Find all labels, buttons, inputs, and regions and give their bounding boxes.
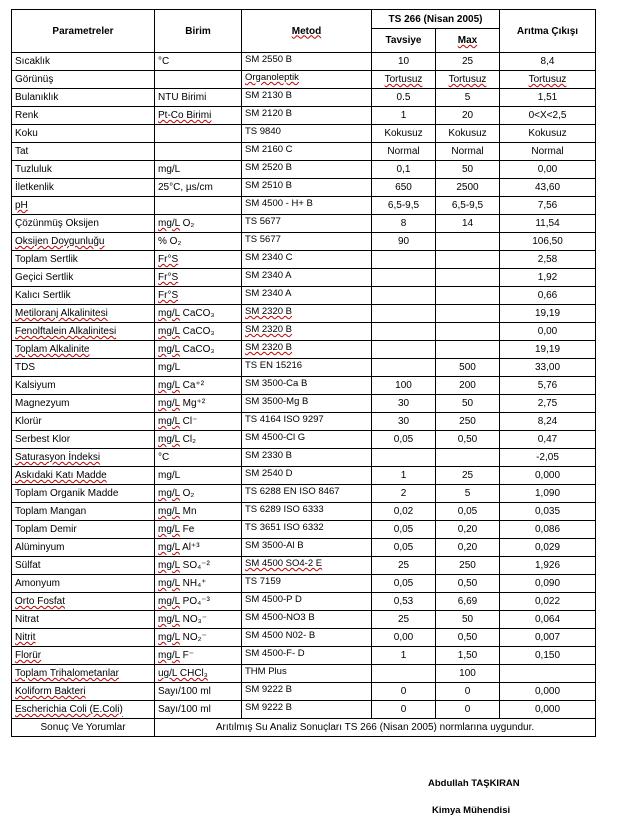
cell-method: SM 2510 B — [242, 179, 372, 197]
cell-unit: mg/L Al⁺³ — [155, 539, 242, 557]
cell-recommended — [372, 251, 436, 269]
cell-unit: mg/L O₂ — [155, 485, 242, 503]
cell-parameter: Tat — [12, 143, 155, 161]
table-row — [12, 701, 596, 719]
cell-unit: mg/L Cl⁻ — [155, 413, 242, 431]
cell-method: SM 4500-F- D — [242, 647, 372, 665]
cell-recommended — [372, 305, 436, 323]
table-row — [12, 521, 596, 539]
table-row — [12, 449, 596, 467]
cell-max: 0,20 — [436, 521, 500, 539]
cell-unit — [155, 125, 242, 143]
cell-output: 2,58 — [500, 251, 596, 269]
cell-output: 5,76 — [500, 377, 596, 395]
table-row — [12, 485, 596, 503]
cell-recommended: 25 — [372, 611, 436, 629]
cell-parameter: Toplam Demir — [12, 521, 155, 539]
cell-parameter: Florür — [12, 647, 155, 665]
cell-output: 0,150 — [500, 647, 596, 665]
cell-method: SM 2340 A — [242, 287, 372, 305]
cell-method: SM 2330 B — [242, 449, 372, 467]
cell-method: TS 6289 ISO 6333 — [242, 503, 372, 521]
cell-max: Kokusuz — [436, 125, 500, 143]
cell-parameter: Saturasyon İndeksi — [12, 449, 155, 467]
cell-output: 0,035 — [500, 503, 596, 521]
cell-method: SM 3500-Ca B — [242, 377, 372, 395]
cell-unit: ug/L CHCl₃ — [155, 665, 242, 683]
cell-unit: mg/L CaCO₃ — [155, 341, 242, 359]
table-row — [12, 125, 596, 143]
cell-output: 19,19 — [500, 305, 596, 323]
cell-unit: mg/L CaCO₃ — [155, 323, 242, 341]
cell-method: SM 2340 C — [242, 251, 372, 269]
cell-max: 50 — [436, 161, 500, 179]
table-row — [12, 179, 596, 197]
cell-max: 6,69 — [436, 593, 500, 611]
cell-unit: mg/L — [155, 161, 242, 179]
cell-unit: 25°C, µs/cm — [155, 179, 242, 197]
cell-max — [436, 269, 500, 287]
cell-parameter: Nitrit — [12, 629, 155, 647]
cell-unit: mg/L F⁻ — [155, 647, 242, 665]
cell-unit: Fr°S — [155, 287, 242, 305]
cell-output: 0,000 — [500, 467, 596, 485]
cell-parameter: Renk — [12, 107, 155, 125]
cell-recommended: 1 — [372, 647, 436, 665]
cell-max: 5 — [436, 89, 500, 107]
cell-parameter: Orto Fosfat — [12, 593, 155, 611]
cell-recommended: 650 — [372, 179, 436, 197]
cell-max: 0,50 — [436, 629, 500, 647]
cell-method: SM 4500-Cl G — [242, 431, 372, 449]
cell-output: 0,000 — [500, 701, 596, 719]
table-row — [12, 413, 596, 431]
cell-unit: mg/L Ca⁺² — [155, 377, 242, 395]
cell-recommended: 2 — [372, 485, 436, 503]
cell-recommended: 0.5 — [372, 89, 436, 107]
cell-recommended — [372, 665, 436, 683]
cell-output: 0,00 — [500, 323, 596, 341]
cell-max: 5 — [436, 485, 500, 503]
cell-max: 6,5-9,5 — [436, 197, 500, 215]
footer-label: Sonuç Ve Yorumlar — [12, 719, 155, 737]
cell-recommended: 6,5-9,5 — [372, 197, 436, 215]
header-max: Max — [436, 29, 500, 53]
cell-recommended: 25 — [372, 557, 436, 575]
cell-parameter: Kalıcı Sertlik — [12, 287, 155, 305]
cell-parameter: Metiloranj Alkalinitesi — [12, 305, 155, 323]
cell-method: SM 2320 B — [242, 341, 372, 359]
cell-parameter: Koliform Bakteri — [12, 683, 155, 701]
cell-max: Tortusuz — [436, 71, 500, 89]
cell-unit: °C — [155, 53, 242, 71]
table-row — [12, 143, 596, 161]
cell-unit: NTU Birimi — [155, 89, 242, 107]
cell-method: TS 6288 EN ISO 8467 — [242, 485, 372, 503]
cell-output: 1,926 — [500, 557, 596, 575]
cell-recommended: 30 — [372, 395, 436, 413]
cell-unit: mg/L — [155, 359, 242, 377]
cell-max: 2500 — [436, 179, 500, 197]
cell-method: TS 5677 — [242, 233, 372, 251]
cell-recommended: 10 — [372, 53, 436, 71]
cell-max: 20 — [436, 107, 500, 125]
cell-output: 1,51 — [500, 89, 596, 107]
cell-max: 250 — [436, 557, 500, 575]
table-row — [12, 611, 596, 629]
header-standard: TS 266 (Nisan 2005) — [372, 10, 500, 29]
cell-output: 0,66 — [500, 287, 596, 305]
cell-unit: mg/L Mg⁺² — [155, 395, 242, 413]
cell-parameter: Toplam Alkalinite — [12, 341, 155, 359]
cell-method: TS 4164 ISO 9297 — [242, 413, 372, 431]
cell-output: 0,00 — [500, 161, 596, 179]
cell-recommended — [372, 341, 436, 359]
cell-recommended — [372, 359, 436, 377]
cell-unit: °C — [155, 449, 242, 467]
cell-parameter: Escherichia Coli (E.Coli) — [12, 701, 155, 719]
cell-parameter: Magnezyum — [12, 395, 155, 413]
cell-unit: mg/L PO₄⁻³ — [155, 593, 242, 611]
cell-unit: Pt-Co Birimi — [155, 107, 242, 125]
cell-parameter: Çözünmüş Oksijen — [12, 215, 155, 233]
cell-method: SM 2160 C — [242, 143, 372, 161]
cell-recommended — [372, 323, 436, 341]
cell-parameter: Toplam Sertlik — [12, 251, 155, 269]
cell-method: SM 3500-Al B — [242, 539, 372, 557]
cell-max: 25 — [436, 467, 500, 485]
signature-title: Kimya Mühendisi — [432, 805, 511, 816]
cell-parameter: Alüminyum — [12, 539, 155, 557]
header-unit: Birim — [155, 10, 242, 53]
table-row — [12, 251, 596, 269]
cell-unit: mg/L NO₂⁻ — [155, 629, 242, 647]
table-row — [12, 539, 596, 557]
cell-parameter: Fenolftalein Alkalinitesi — [12, 323, 155, 341]
cell-method: THM Plus — [242, 665, 372, 683]
cell-parameter: Tuzluluk — [12, 161, 155, 179]
cell-method: TS 9840 — [242, 125, 372, 143]
table-row — [12, 269, 596, 287]
cell-method: SM 3500-Mg B — [242, 395, 372, 413]
cell-output — [500, 665, 596, 683]
cell-unit: Fr°S — [155, 269, 242, 287]
cell-output: 0,022 — [500, 593, 596, 611]
cell-method: SM 2120 B — [242, 107, 372, 125]
cell-unit: Sayı/100 ml — [155, 683, 242, 701]
cell-max: 50 — [436, 611, 500, 629]
footer-text: Arıtılmış Su Analiz Sonuçları TS 266 (Nisan 2005) normlarına uygundur. — [155, 719, 596, 737]
cell-output: 0,029 — [500, 539, 596, 557]
table-row — [12, 341, 596, 359]
table-row — [12, 629, 596, 647]
cell-recommended: 0,05 — [372, 575, 436, 593]
cell-method: SM 2520 B — [242, 161, 372, 179]
cell-recommended: Tortusuz — [372, 71, 436, 89]
table-row — [12, 503, 596, 521]
cell-output: 0<X<2,5 — [500, 107, 596, 125]
table-row — [12, 215, 596, 233]
cell-parameter: Bulanıklık — [12, 89, 155, 107]
cell-max: 0,20 — [436, 539, 500, 557]
cell-recommended: 90 — [372, 233, 436, 251]
cell-unit: mg/L NO₃⁻ — [155, 611, 242, 629]
cell-unit: mg/L Cl₂ — [155, 431, 242, 449]
cell-method: SM 4500 N02- B — [242, 629, 372, 647]
cell-output: -2,05 — [500, 449, 596, 467]
cell-max: 50 — [436, 395, 500, 413]
cell-recommended: 0,05 — [372, 521, 436, 539]
cell-max — [436, 305, 500, 323]
header-method: Metod — [242, 10, 372, 53]
cell-max: 1,50 — [436, 647, 500, 665]
cell-output: 43,60 — [500, 179, 596, 197]
table-row — [12, 431, 596, 449]
cell-parameter: Toplam Mangan — [12, 503, 155, 521]
cell-max: 200 — [436, 377, 500, 395]
cell-max — [436, 341, 500, 359]
cell-output: 0,086 — [500, 521, 596, 539]
cell-recommended — [372, 269, 436, 287]
cell-max: 0,05 — [436, 503, 500, 521]
cell-recommended: Kokusuz — [372, 125, 436, 143]
table-row — [12, 197, 596, 215]
header-row-1 — [12, 10, 596, 29]
cell-parameter: Sülfat — [12, 557, 155, 575]
table-row — [12, 377, 596, 395]
cell-recommended: 0,00 — [372, 629, 436, 647]
cell-output: 1,92 — [500, 269, 596, 287]
signature-name: Abdullah TAŞKIRAN — [428, 778, 520, 789]
cell-max — [436, 251, 500, 269]
table-row — [12, 233, 596, 251]
cell-output: 2,75 — [500, 395, 596, 413]
table-row — [12, 575, 596, 593]
table-row — [12, 683, 596, 701]
cell-parameter: Görünüş — [12, 71, 155, 89]
cell-unit — [155, 143, 242, 161]
cell-method: TS 5677 — [242, 215, 372, 233]
cell-recommended: 0,53 — [372, 593, 436, 611]
cell-method: TS EN 15216 — [242, 359, 372, 377]
table-row — [12, 161, 596, 179]
cell-method: SM 2550 B — [242, 53, 372, 71]
cell-method: SM 4500 SO4-2 E — [242, 557, 372, 575]
cell-max: 0 — [436, 701, 500, 719]
cell-parameter: Oksijen Doygunluğu — [12, 233, 155, 251]
cell-unit — [155, 71, 242, 89]
cell-recommended: 0,1 — [372, 161, 436, 179]
cell-max: 500 — [436, 359, 500, 377]
cell-parameter: Nitrat — [12, 611, 155, 629]
cell-output: Normal — [500, 143, 596, 161]
cell-output: 0,000 — [500, 683, 596, 701]
cell-parameter: Sıcaklık — [12, 53, 155, 71]
cell-unit: mg/L O₂ — [155, 215, 242, 233]
cell-unit: mg/L — [155, 467, 242, 485]
cell-max: 250 — [436, 413, 500, 431]
cell-method: SM 2320 B — [242, 323, 372, 341]
cell-method: SM 2320 B — [242, 305, 372, 323]
cell-max: 0,50 — [436, 575, 500, 593]
cell-output: 0,007 — [500, 629, 596, 647]
cell-output: 0,47 — [500, 431, 596, 449]
table-row — [12, 665, 596, 683]
cell-recommended: 1 — [372, 467, 436, 485]
cell-recommended: 0 — [372, 683, 436, 701]
table-row — [12, 287, 596, 305]
table-row — [12, 107, 596, 125]
cell-output: 106,50 — [500, 233, 596, 251]
cell-max — [436, 287, 500, 305]
cell-parameter: Askıdaki Katı Madde — [12, 467, 155, 485]
cell-output: Kokusuz — [500, 125, 596, 143]
cell-recommended: 30 — [372, 413, 436, 431]
cell-recommended: 0,05 — [372, 431, 436, 449]
cell-parameter: Kalsiyum — [12, 377, 155, 395]
cell-max — [436, 233, 500, 251]
cell-unit: mg/L Mn — [155, 503, 242, 521]
cell-parameter: Koku — [12, 125, 155, 143]
analysis-table — [11, 9, 596, 737]
cell-method: TS 7159 — [242, 575, 372, 593]
cell-recommended: 8 — [372, 215, 436, 233]
cell-max: 25 — [436, 53, 500, 71]
cell-max: 0 — [436, 683, 500, 701]
footer-row — [12, 719, 596, 737]
cell-max — [436, 449, 500, 467]
header-recommended: Tavsiye — [372, 29, 436, 53]
cell-max: 14 — [436, 215, 500, 233]
table-row — [12, 53, 596, 71]
cell-recommended: Normal — [372, 143, 436, 161]
cell-max: 0,50 — [436, 431, 500, 449]
cell-unit: % O₂ — [155, 233, 242, 251]
header-output: Arıtma Çıkışı — [500, 10, 596, 53]
table-row — [12, 647, 596, 665]
table-row — [12, 467, 596, 485]
cell-output: 8,4 — [500, 53, 596, 71]
cell-unit: mg/L CaCO₃ — [155, 305, 242, 323]
cell-recommended: 1 — [372, 107, 436, 125]
cell-method: Organoleptik — [242, 71, 372, 89]
cell-output: Tortusuz — [500, 71, 596, 89]
table-row — [12, 557, 596, 575]
cell-parameter: Klorür — [12, 413, 155, 431]
cell-unit: mg/L SO₄⁻² — [155, 557, 242, 575]
cell-unit: Fr°S — [155, 251, 242, 269]
cell-recommended: 0,05 — [372, 539, 436, 557]
cell-method: SM 2130 B — [242, 89, 372, 107]
cell-parameter: pH — [12, 197, 155, 215]
cell-output: 8,24 — [500, 413, 596, 431]
cell-unit: mg/L NH₄⁺ — [155, 575, 242, 593]
cell-parameter: Amonyum — [12, 575, 155, 593]
cell-output: 0,090 — [500, 575, 596, 593]
cell-output: 11,54 — [500, 215, 596, 233]
cell-output: 1,090 — [500, 485, 596, 503]
cell-method: SM 4500-P D — [242, 593, 372, 611]
cell-recommended: 0 — [372, 701, 436, 719]
cell-parameter: Toplam Organik Madde — [12, 485, 155, 503]
cell-max: 100 — [436, 665, 500, 683]
table-row — [12, 395, 596, 413]
cell-method: SM 4500 - H+ B — [242, 197, 372, 215]
cell-parameter: İletkenlik — [12, 179, 155, 197]
cell-method: SM 4500-NO3 B — [242, 611, 372, 629]
cell-max — [436, 323, 500, 341]
cell-method: SM 9222 B — [242, 683, 372, 701]
table-row — [12, 89, 596, 107]
cell-unit: Sayı/100 ml — [155, 701, 242, 719]
table-row — [12, 71, 596, 89]
cell-max: Normal — [436, 143, 500, 161]
cell-method: SM 2340 A — [242, 269, 372, 287]
cell-parameter: Geçici Sertlik — [12, 269, 155, 287]
cell-output: 19,19 — [500, 341, 596, 359]
cell-output: 7,56 — [500, 197, 596, 215]
cell-output: 33,00 — [500, 359, 596, 377]
cell-unit: mg/L Fe — [155, 521, 242, 539]
cell-method: SM 9222 B — [242, 701, 372, 719]
cell-recommended — [372, 449, 436, 467]
cell-method: TS 3651 ISO 6332 — [242, 521, 372, 539]
cell-recommended: 0,02 — [372, 503, 436, 521]
cell-recommended: 100 — [372, 377, 436, 395]
cell-parameter: Toplam Trihalometanlar — [12, 665, 155, 683]
table-row — [12, 305, 596, 323]
table-row — [12, 593, 596, 611]
cell-unit — [155, 197, 242, 215]
table-row — [12, 323, 596, 341]
table-row — [12, 359, 596, 377]
header-param: Parametreler — [12, 10, 155, 53]
cell-parameter: TDS — [12, 359, 155, 377]
cell-method: SM 2540 D — [242, 467, 372, 485]
cell-parameter: Serbest Klor — [12, 431, 155, 449]
cell-recommended — [372, 287, 436, 305]
cell-output: 0,064 — [500, 611, 596, 629]
